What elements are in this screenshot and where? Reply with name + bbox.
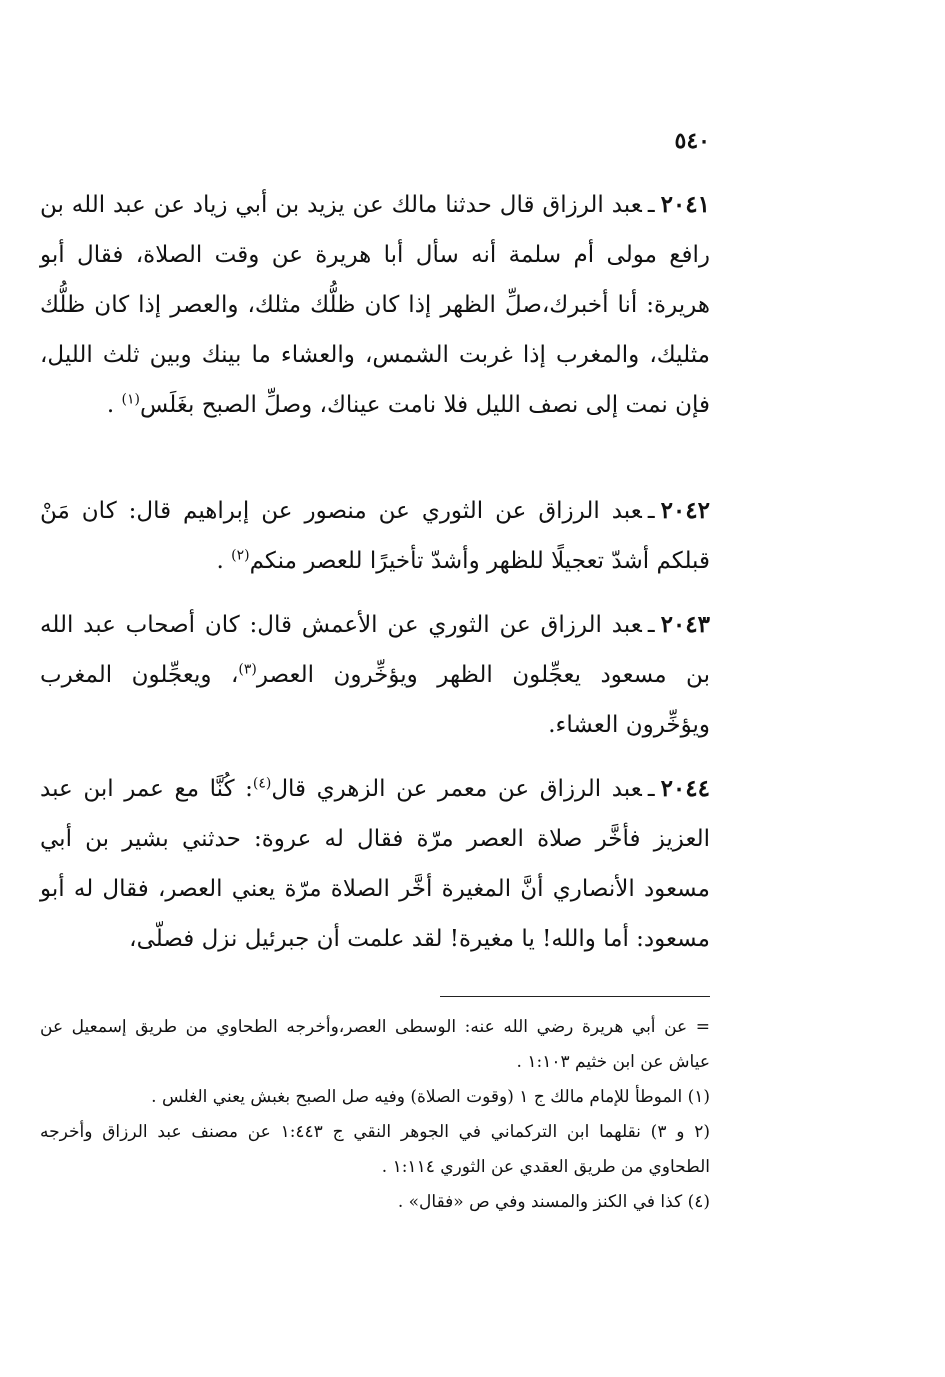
footnote-1: (١) الموطأ للإمام مالك ج ١ (وقوت الصلاة) وفيه صل الصبح بغبش يعني الغلس .: [151, 1087, 710, 1107]
hadith-dash: ـ: [647, 192, 655, 218]
hadith-text: عبد الرزاق عن الثوري عن منصور عن إبراهيم قال: كان مَنْ قبلكم أشدّ تعجيلًا للظهر وأشدّ تأخيرًا للعصر منكم: [40, 498, 710, 574]
hadith-text-end: .: [106, 392, 115, 418]
footnotes: [40, 1010, 710, 1220]
hadith-dash: ـ: [647, 776, 655, 802]
hadith-2041: [40, 180, 710, 430]
footnote-continuation: = عن أبي هريرة رضي الله عنه: الوسطى العصر،وأخرجه الطحاوي من طريق إسمعيل عن عياش عن ابن خثيم ١:١٠٣ .: [40, 1017, 710, 1072]
hadith-2044: [40, 764, 710, 964]
footnote-divider: [440, 996, 710, 997]
document-page: [40, 0, 710, 1377]
footnote-2-3: (٢ و ٣) نقلهما ابن التركماني في الجوهر النقي ج ١:٤٤٣ عن مصنف عبد الرزاق وأخرجه الطحاوي من طريق العقدي عن الثوري ١:١١٤ .: [40, 1122, 710, 1177]
hadith-dash: ـ: [647, 498, 655, 524]
hadith-text-end: ، ويعجِّلون المغرب ويؤخِّرون العشاء.: [40, 662, 710, 738]
hadith-text: عبد الرزاق قال حدثنا مالك عن يزيد بن أبي زياد عن عبد الله بن رافع مولى أم سلمة أنه سأل أبا هريرة عن وقت الصلاة، فقال أبو هريرة: أنا أخبرك،صلِّ الظهر إذا كان ظلُّك مثلك، والعصر إذا كان ظلُّك مثليك، والمغرب إذا غربت الشمس، والعشاء ما بينك وبين ثلث الليل، فإن نمت إلى نصف الليل فلا نامت عيناك، وصلِّ الصبح بغَلَس: [40, 192, 710, 418]
hadith-text: عبد الرزاق عن معمر عن الزهري قال: [271, 776, 642, 802]
hadith-number: ٢٠٤٢: [660, 497, 710, 524]
hadith-text-end: .: [216, 548, 224, 574]
footnote-marker: (٣): [238, 661, 257, 678]
hadith-number: ٢٠٤٣: [660, 611, 710, 638]
hadith-dash: ـ: [647, 612, 655, 638]
footnote-marker: (٢): [231, 547, 250, 564]
page-number: ٥٤٠: [674, 128, 710, 154]
footnote-4: (٤) كذا في الكنز والمسند وفي ص «فقال» .: [397, 1192, 710, 1212]
footnote-marker: (٤): [252, 775, 272, 792]
footnote-marker: (١): [121, 391, 140, 408]
hadith-2042: [40, 486, 710, 586]
hadith-text-end: : كُنَّا مع عمر ابن عبد العزيز فأخَّر صلاة العصر مرّة فقال له عروة: حدثني بشير بن أبي مسعود الأنصاري أنَّ المغيرة أخَّر الصلاة مرّة يعني العصر، فقال له أبو مسعود: أما والله! يا مغيرة! لقد علمت أن جبرئيل نزل فصلّى،: [40, 776, 710, 952]
hadith-text: عبد الرزاق عن الثوري عن الأعمش قال: كان أصحاب عبد الله بن مسعود يعجِّلون الظهر ويؤخِّرون العصر: [40, 612, 710, 688]
hadith-number: ٢٠٤١: [660, 191, 710, 218]
hadith-2043: [40, 600, 710, 750]
hadith-number: ٢٠٤٤: [660, 775, 710, 802]
